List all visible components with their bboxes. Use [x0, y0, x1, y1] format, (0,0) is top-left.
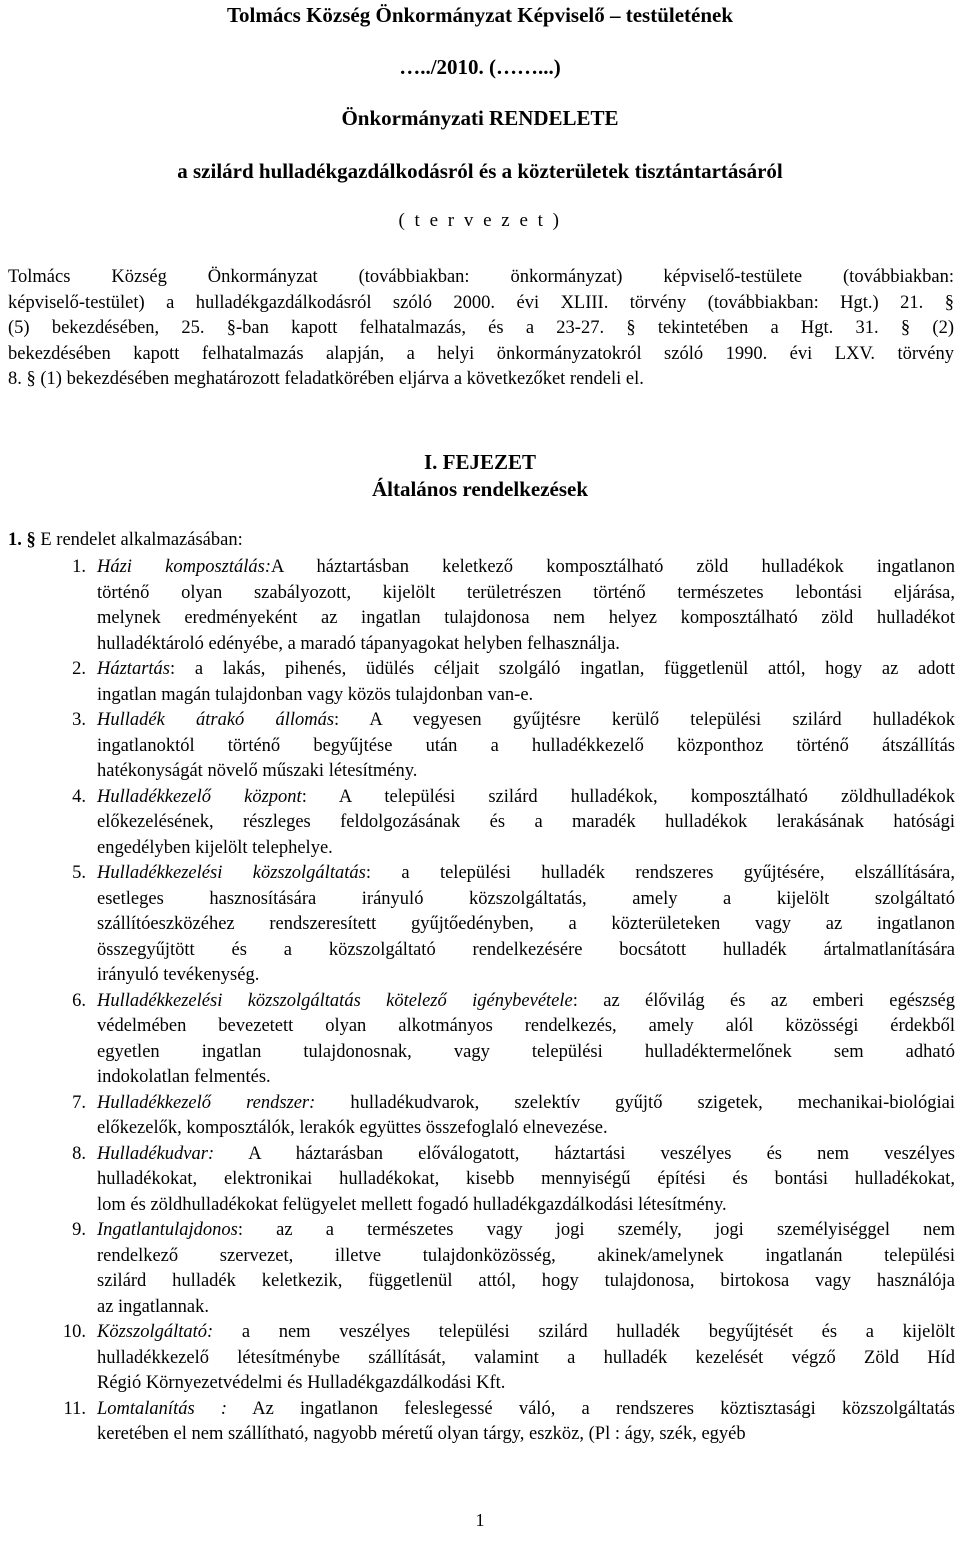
definition-line: engedélyben kijelölt telephelye. — [97, 837, 333, 858]
definitions-list — [0, 555, 960, 1448]
definition-text: : az élővilág és az emberi egészség — [572, 990, 955, 1011]
preamble-line: Tolmács Község Önkormányzat (továbbiakban: önkormányzat) képviselő-testülete (továbbiakban: — [8, 267, 954, 287]
header-title: Tolmács Község Önkormányzat Képviselő – testületének — [226, 3, 734, 27]
section-text: E rendelet alkalmazásában: — [40, 530, 243, 550]
definition-body — [97, 1091, 955, 1142]
definition-line: az ingatlannak. — [97, 1296, 209, 1317]
definition-line: összegyűjtött és a közszolgáltató rendelkezésére bocsátott hulladék ártalmatlanítására — [97, 939, 955, 960]
definition-item — [0, 1397, 960, 1448]
definition-line — [97, 708, 955, 734]
definition-item — [0, 989, 960, 1091]
definition-body — [97, 989, 955, 1091]
definition-number: 6. — [72, 990, 86, 1011]
definition-line — [97, 1320, 955, 1346]
definition-text: A háztartásban keletkező komposztálható zöld hulladékok ingatlanon — [271, 557, 956, 577]
definition-body — [97, 657, 955, 708]
section-heading — [8, 528, 243, 553]
definition-item — [0, 1091, 960, 1142]
definition-line — [97, 1397, 955, 1423]
definition-number: 8. — [72, 1143, 86, 1164]
definition-term: Ingatlantulajdonos — [97, 1220, 238, 1240]
definition-term: Lomtalanítás : — [97, 1398, 228, 1419]
definition-line — [97, 785, 955, 811]
definition-body — [97, 708, 955, 785]
definition-term: Hulladékkezelő rendszer: — [97, 1092, 316, 1113]
header-rendelet: Önkormányzati RENDELETE — [341, 106, 619, 130]
definition-text: : a települési hulladék rendszeres gyűjtésére, elszállítására, — [365, 863, 956, 883]
definition-line: szilárd hulladék keletkezik, függetlenül attól, hogy tulajdonosa, birtokosa vagy használója — [97, 1271, 955, 1291]
definition-text: : a lakás, pihenés, üdülés céljait szolgáló ingatlan, függetlenül attól, hogy az adott — [170, 659, 955, 679]
definition-line — [97, 989, 955, 1015]
header-draft-label: ( t e r v e z e t ) — [398, 210, 562, 231]
definition-line: keretében el nem szállítható, nagyobb méretű olyan tárgy, eszköz, (Pl : ágy, szék, egyéb — [97, 1424, 746, 1444]
chapter-title: Általános rendelkezések — [371, 477, 589, 501]
definition-line — [97, 657, 955, 683]
definition-term: Háztartás — [97, 659, 170, 679]
definition-number: 7. — [72, 1092, 86, 1113]
definition-body — [97, 1397, 955, 1448]
definition-line — [97, 861, 955, 887]
definition-item — [0, 657, 960, 708]
definition-term: Hulladékkezelési közszolgáltatás — [97, 863, 366, 883]
definition-term: Hulladék átrakó állomás — [97, 710, 335, 730]
definition-line: hulladékkezelő létesítménybe szállítását, valamint a hulladék kezelését végző Zöld Híd — [97, 1347, 955, 1368]
definition-number: 1. — [72, 557, 86, 577]
definition-body — [97, 1218, 955, 1320]
definition-term: Házi komposztálás: — [97, 557, 271, 577]
definition-line — [97, 555, 955, 581]
definition-item — [0, 1320, 960, 1397]
definition-text: a nem veszélyes települési szilárd hulladék begyűjtését és a kijelölt — [213, 1322, 955, 1342]
definition-line: Régió Környezetvédelmi és Hulladékgazdálkodási Kft. — [97, 1373, 506, 1393]
definition-line: ingatlan magán tulajdonban vagy közös tulajdonban van-e. — [97, 684, 534, 705]
definition-line: hatékonyságát növelő műszaki létesítmény. — [97, 761, 418, 781]
definition-number: 10. — [62, 1322, 86, 1342]
definition-term: Hulladékkezelő központ — [97, 786, 302, 807]
definition-line: rendelkező szervezet, illetve tulajdonközösség, akinek/amelynek ingatlanán települési — [97, 1245, 955, 1266]
definition-number: 11. — [63, 1398, 86, 1419]
definition-line: hulladéktároló edényébe, a maradó tápanyagokat helyben felhasználja. — [97, 633, 620, 654]
definition-item — [0, 1218, 960, 1320]
definition-line: előkezelésének, részleges feldolgozásának és a maradék hulladékok lerakásának hatósági — [97, 812, 955, 832]
preamble-line: képviselő-testület) a hulladékgazdálkodásról szóló 2000. évi XLIII. törvény (továbbiakban: Hgt.) 21. § — [8, 292, 954, 313]
definition-line — [97, 1142, 955, 1168]
definition-text: A háztarásban előválogatott, háztartási veszélyes és nem veszélyes — [214, 1143, 955, 1164]
definition-term: Közszolgáltató: — [97, 1322, 214, 1342]
header-subject: a szilárd hulladékgazdálkodásról és a közterületek tisztántartásáról — [177, 159, 783, 183]
page-number: 1 — [475, 1510, 485, 1530]
definition-item — [0, 708, 960, 785]
preamble-line: (5) bekezdésében, 25. §-ban kapott felhatalmazás, és a 23-27. § tekintetében a Hgt. 31. § (2) — [8, 318, 954, 338]
preamble — [8, 265, 954, 393]
definition-item — [0, 1142, 960, 1219]
definition-term: Hulladékkezelési közszolgáltatás kötelező igénybevétele — [97, 990, 573, 1011]
preamble-line: bekezdésében kapott felhatalmazás alapján, a helyi önkormányzatokról szóló 1990. évi LXV. törvény — [8, 343, 954, 364]
definition-line: szállítóeszközéhez rendszeresített gyűjtőedényben, a közterületeken vagy az ingatlanon — [97, 914, 955, 934]
chapter-number: I. FEJEZET — [423, 450, 537, 474]
definition-line: ingatlanoktól történő begyűjtése után a hulladékkezelő központhoz történő átszállítás — [97, 735, 955, 756]
definition-body — [97, 861, 955, 989]
definition-item — [0, 785, 960, 862]
preamble-line: 8. § (1) bekezdésében meghatározott feladatkörében eljárva a következőket rendeli el. — [8, 369, 644, 389]
definition-number: 5. — [72, 863, 86, 883]
section-number: 1. § — [8, 530, 36, 550]
definition-text: hulladékudvarok, szelektív gyűjtő szigetek, mechanikai-biológiai — [315, 1092, 955, 1113]
definition-term: Hulladékudvar: — [97, 1143, 215, 1164]
definition-line: lom és zöldhulladékokat felügyelet mellett fogadó hulladékgazdálkodási létesítmény. — [97, 1194, 727, 1215]
definition-item — [0, 861, 960, 989]
definition-body — [97, 1142, 955, 1219]
definition-item — [0, 555, 960, 657]
definition-text: : A települési szilárd hulladékok, komposztálható zöldhulladékok — [301, 786, 956, 807]
definition-line — [97, 1218, 955, 1244]
definition-number: 2. — [72, 659, 86, 679]
definition-number: 3. — [72, 710, 86, 730]
definition-line: esetleges hasznosítására irányuló közszolgáltatás, amely a kijelölt szolgáltató — [97, 888, 955, 909]
definition-text: : az a természetes vagy jogi személy, jogi személyiséggel nem — [237, 1220, 955, 1240]
definition-line: előkezelők, komposztálók, lerakók együttes összefoglaló elnevezése. — [97, 1118, 608, 1138]
definition-body — [97, 785, 955, 862]
definition-line: történő olyan szabályozott, kijelölt területrészen történő természetes lebontási eljárása, — [97, 582, 955, 603]
definition-line: irányuló tevékenység. — [97, 965, 260, 985]
definition-line — [97, 1091, 955, 1117]
definition-line: indokolatlan felmentés. — [97, 1067, 271, 1087]
definition-line: hulladékokat, elektronikai hulladékokat, kisebb mennyiségű építési és bontási hulladékokat, — [97, 1169, 955, 1189]
definition-line: védelmében bevezetett olyan alkotmányos rendelkezés, amely alól közösségi érdekből — [97, 1016, 955, 1036]
definition-line: melynek eredményeként az ingatlan tulajdonosa nem helyez komposztálható zöld hulladékot — [97, 608, 955, 628]
definition-body — [97, 555, 955, 657]
definition-text: : A vegyesen gyűjtésre kerülő települési szilárd hulladékok — [334, 710, 955, 730]
definition-body — [97, 1320, 955, 1397]
definition-number: 9. — [72, 1220, 86, 1240]
definition-number: 4. — [72, 786, 86, 807]
definition-text: Az ingatlanon feleslegessé váló, a rendszeres köztisztasági közszolgáltatás — [227, 1398, 955, 1419]
definition-line: egyetlen ingatlan tulajdonosnak, vagy települési hulladéktermelőnek sem adható — [97, 1041, 955, 1062]
header-number: …../2010. (……...) — [399, 55, 561, 79]
